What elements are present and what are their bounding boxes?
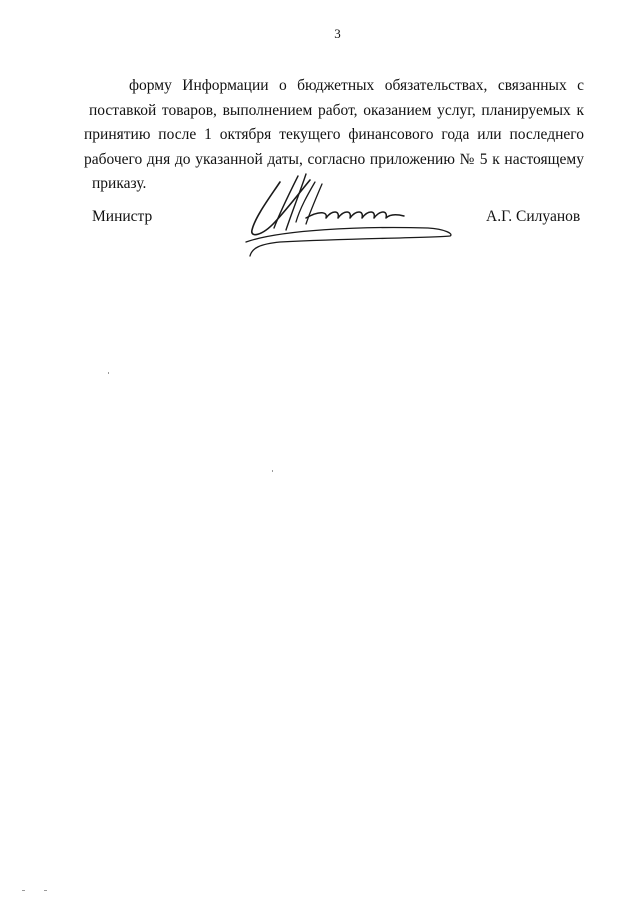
paragraph-line: принятию после 1 октября текущего финансового года или последнего <box>84 126 584 143</box>
signature-stroke <box>296 182 322 224</box>
signer-title: Министр <box>92 208 153 225</box>
paragraph-line: приказу. <box>92 175 147 192</box>
paragraph-line: рабочего дня до указанной даты, согласно приложению № 5 к настоящему <box>84 150 584 168</box>
page-number: 3 <box>334 26 341 41</box>
scan-speck <box>44 890 47 891</box>
handwritten-signature <box>240 172 460 262</box>
scan-speck <box>22 890 25 891</box>
scan-speck <box>272 470 273 472</box>
scan-speck <box>108 372 109 374</box>
paragraph-line: поставкой товаров, выполнением работ, оказанием услуг, планируемых к <box>89 101 584 119</box>
signature-stroke <box>306 212 404 218</box>
paragraph-line: форму Информации о бюджетных обязательствах, связанных с <box>129 77 584 94</box>
signer-name: А.Г. Силуанов <box>486 208 581 225</box>
signature-stroke <box>246 228 451 256</box>
